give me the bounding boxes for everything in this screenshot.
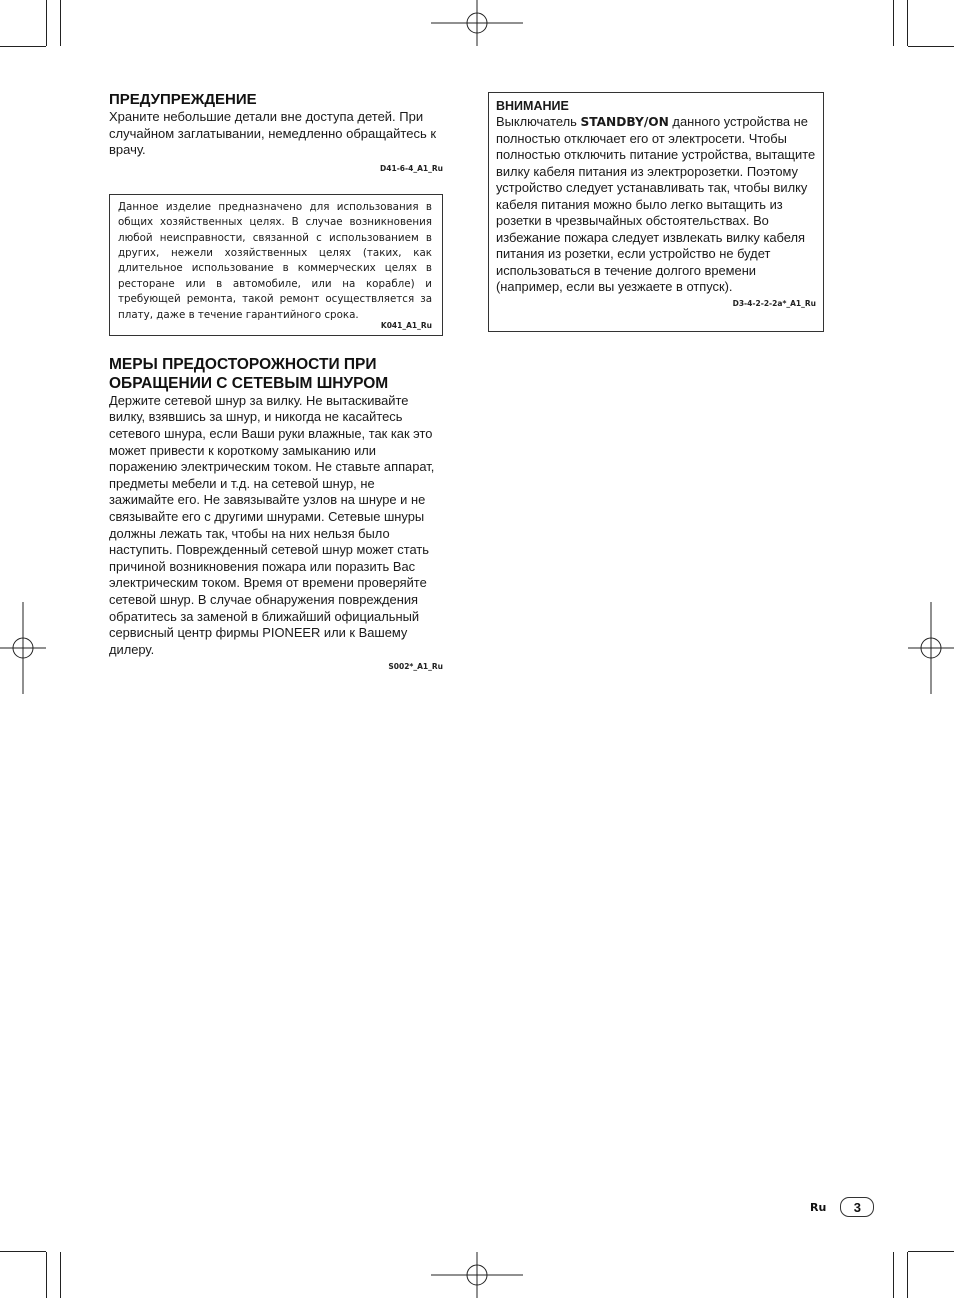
power-cord-title-line2: ОБРАЩЕНИИ С СЕТЕВЫМ ШНУРОМ: [109, 374, 389, 392]
power-cord-title: [109, 355, 443, 393]
warning-text: Храните небольшие детали вне доступа детей. При случайном заглатывании, немедленно обращайтесь к врачу.: [109, 109, 437, 158]
right-column: [488, 92, 824, 332]
power-cord-section: [109, 355, 443, 672]
left-column: [109, 90, 443, 671]
caution-title: ВНИМАНИЕ: [496, 99, 569, 113]
caution-text-prefix: Выключатель: [496, 114, 581, 129]
warning-section: [109, 90, 443, 173]
standby-switch-name: STANDBY/ON: [580, 115, 669, 129]
page-number: 3: [840, 1197, 874, 1217]
registration-mark-bottom: [431, 1252, 523, 1298]
page-footer: [810, 1197, 874, 1217]
warning-title: ПРЕДУПРЕЖДЕНИЕ: [109, 91, 257, 108]
caution-text: [496, 114, 816, 296]
warning-code: D41-6-4_A1_Ru: [380, 163, 443, 173]
household-notice-text: Данное изделие предназначено для использования в общих хозяйственных целях. В случае возникновения любой неисправности, связанной с использованием в других, нежели хозяйственных целях (таких, как длительное использование в коммерческих целях в ресторане или в автомобиле, или на корабле) и требующей ремонта, такой ремонт осуществляется за плату, даже в течение гарантийного срока.: [118, 200, 432, 321]
household-notice-code: K041_A1_Ru: [380, 321, 432, 331]
power-cord-text: Держите сетевой шнур за вилку. Не вытаскивайте вилку, взявшись за шнур, и никогда не касайтесь сетевого шнура, если Ваши руки влажные, так как это может привести к короткому замыканию или поражению электрическим током. Не ставьте аппарат, предметы мебели и т.д. на сетевой шнур, не зажимайте его. Не завязывайте узлов на шнуре и не связывайте его с другими шнурами. Сетевые шнуры должны лежать так, чтобы на них нельзя было наступить. Поврежденный сетевой шнур может стать причиной возникновения пожара или поразить Вас электрическим током. Время от времени проверяйте сетевой шнур. В случае обнаружения повреждения обратитесь за заменой в ближайший официальный сервисный центр фирмы PIONEER или к Вашему дилеру.: [109, 392, 435, 657]
power-cord-code: S002*_A1_Ru: [388, 662, 443, 672]
registration-mark-left: [0, 602, 46, 694]
registration-mark-top: [431, 0, 523, 46]
caution-box: [488, 92, 824, 332]
registration-mark-right: [908, 602, 954, 694]
household-notice-box: [109, 194, 443, 336]
power-cord-title-line1: МЕРЫ ПРЕДОСТОРОЖНОСТИ ПРИ: [109, 355, 377, 373]
language-label: Ru: [810, 1200, 827, 1214]
caution-code: D3-4-2-2-2a*_A1_Ru: [732, 298, 816, 308]
caution-text-rest: данного устройства не полностью отключает его от электросети. Чтобы полностью отключить питание устройства, вытащите вилку кабеля питания из электророзетки. Поэтому устройство следует устанавливать так, чтобы вилку кабеля питания можно было легко вытащить из розетки в чрезвычайных обстоятельствах. Во избежание пожара следует извлекать вилку кабеля питания из розетки, если устройство не будет использоваться в течение долгого времени (например, если вы уезжаете в отпуск).: [496, 114, 816, 294]
